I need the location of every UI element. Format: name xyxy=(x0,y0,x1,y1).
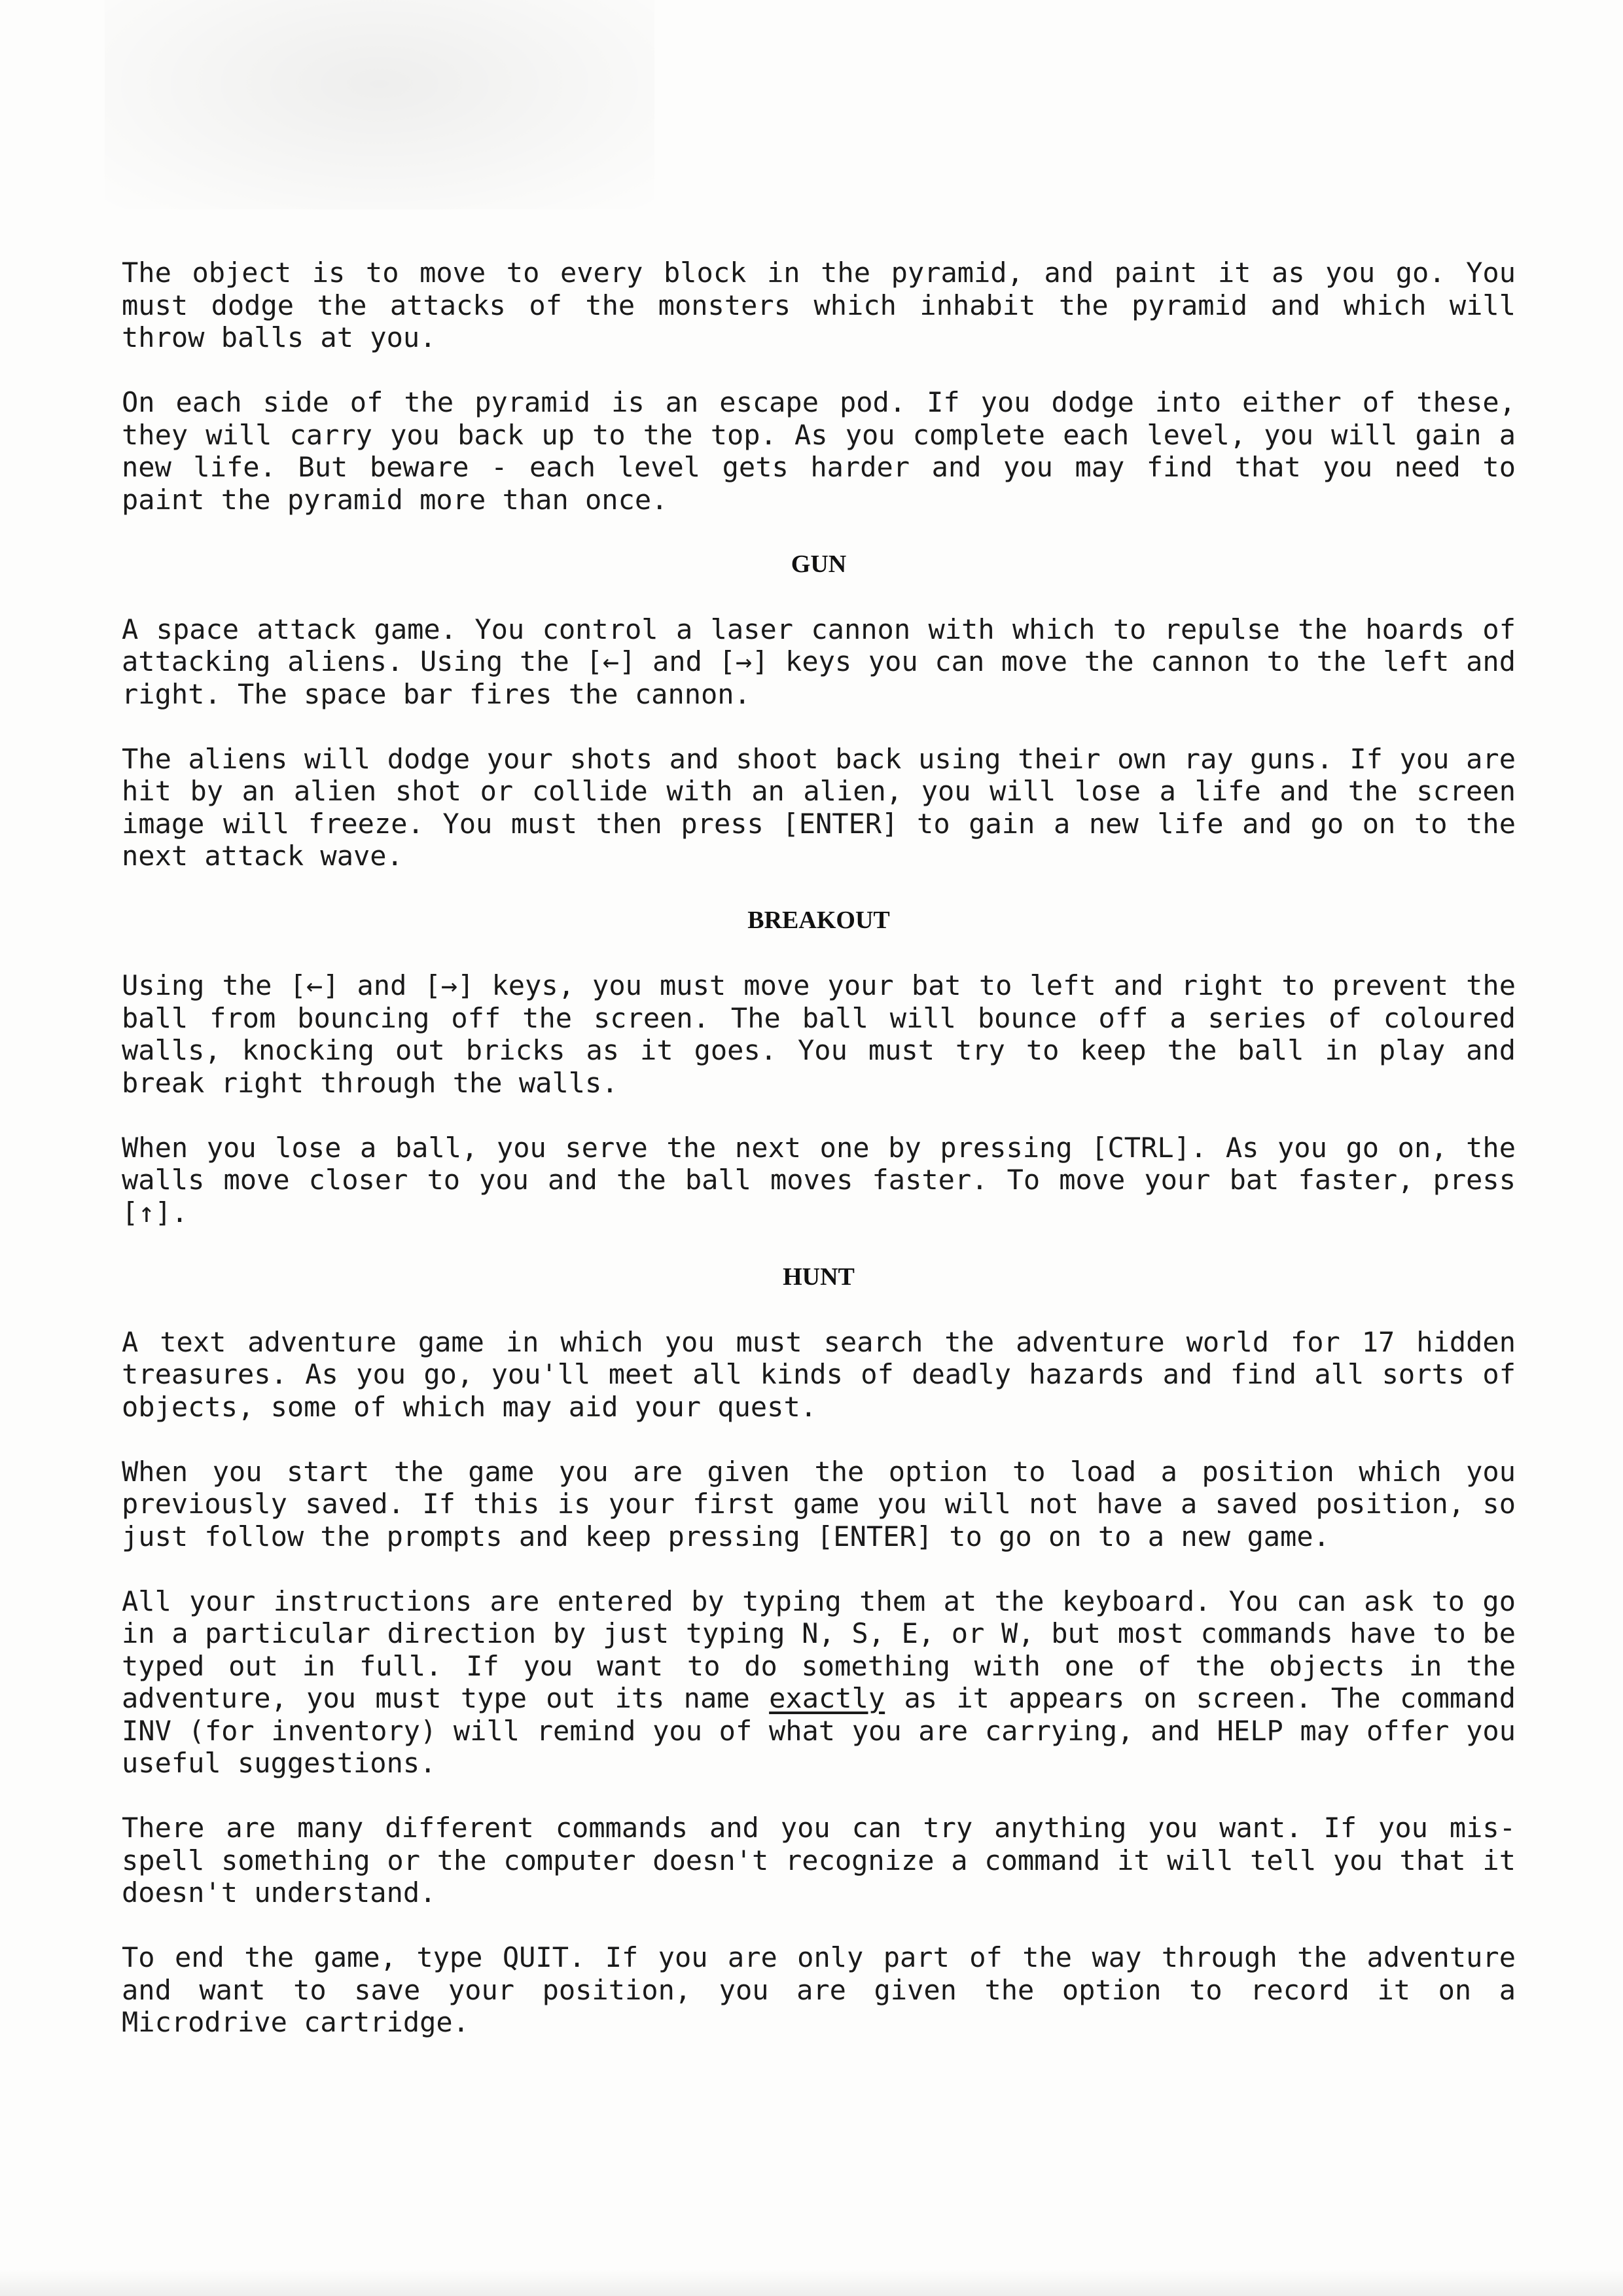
breakout-paragraph-2: When you lose a ball, you serve the next one by pressing [CTRL]. As you go on, the walls move closer to you and the ball moves faster. To move your bat faster, press [↑]. xyxy=(122,1131,1516,1229)
scan-artifact-top xyxy=(105,0,654,209)
hunt-paragraph-5: To end the game, type QUIT. If you are only part of the way through the adventure and want to save your position, you are given the option to record it on a Microdrive cartridge. xyxy=(122,1941,1516,2038)
hunt-heading: HUNT xyxy=(783,1263,855,1291)
intro-paragraph-1: The object is to move to every block in the pyramid, and paint it as you go. You must dodge the attacks of the monsters which inhabit the pyramid and which will throw balls at you. xyxy=(122,257,1516,353)
hunt-paragraph-4: There are many different commands and you can try anything you want. If you mis-spell something or the computer doesn't recognize a command it will tell you that it doesn't understand. xyxy=(122,1812,1516,1909)
hunt-paragraph-1: A text adventure game in which you must search the adventure world for 17 hidden treasures. As you go, you'll meet all kinds of deadly hazards and find all sorts of objects, some of which may aid your quest. xyxy=(122,1325,1516,1423)
hunt-paragraph-3-after: as it appears on screen. The command INV (for inventory) will remind you of what you are carrying, and HELP may offer you useful suggestions. xyxy=(122,1682,1516,1779)
hunt-paragraph-2: When you start the game you are given the option to load a position which you previously saved. If this is your first game you will not have a saved position, so just follow the prompts and keep pressing [ENTER] to go on to a new game. xyxy=(122,1455,1516,1552)
document-body xyxy=(122,257,1516,2071)
scan-artifact-bottom xyxy=(0,2270,1623,2296)
hunt-paragraph-3 xyxy=(122,1585,1516,1780)
gun-paragraph-2: The aliens will dodge your shots and shoot back using their own ray guns. If you are hit by an alien shot or collide with an alien, you will lose a life and the screen image will freeze. You must then press [ENTER] to gain a new life and go on to the next attack wave. xyxy=(122,742,1516,872)
intro-paragraph-2: On each side of the pyramid is an escape pod. If you dodge into either of these, they will carry you back up to the top. As you complete each level, you will gain a new life. But beware - each level gets harder and you may find that you need to paint the pyramid more than once. xyxy=(122,386,1516,516)
emphasis-exactly: exactly xyxy=(769,1682,885,1714)
breakout-heading: BREAKOUT xyxy=(747,906,890,934)
hunt-paragraph-3-before: All your instructions are entered by typing them at the keyboard. You can ask to go in a particular direction by just typing N, S, E, or W, but most commands have to be typed out in full. If you want to do something with one of the objects in the adventure, you must type out its name xyxy=(122,1585,1516,1714)
gun-heading: GUN xyxy=(791,550,847,578)
breakout-paragraph-1: Using the [←] and [→] keys, you must move your bat to left and right to prevent the ball from bouncing off the screen. The ball will bounce off a series of coloured walls, knocking out bricks as it goes. You must try to keep the ball in play and break right through the walls. xyxy=(122,969,1516,1099)
gun-paragraph-1: A space attack game. You control a laser cannon with which to repulse the hoards of attacking aliens. Using the [←] and [→] keys you can move the cannon to the left and right. The space bar fires the cannon. xyxy=(122,613,1516,710)
